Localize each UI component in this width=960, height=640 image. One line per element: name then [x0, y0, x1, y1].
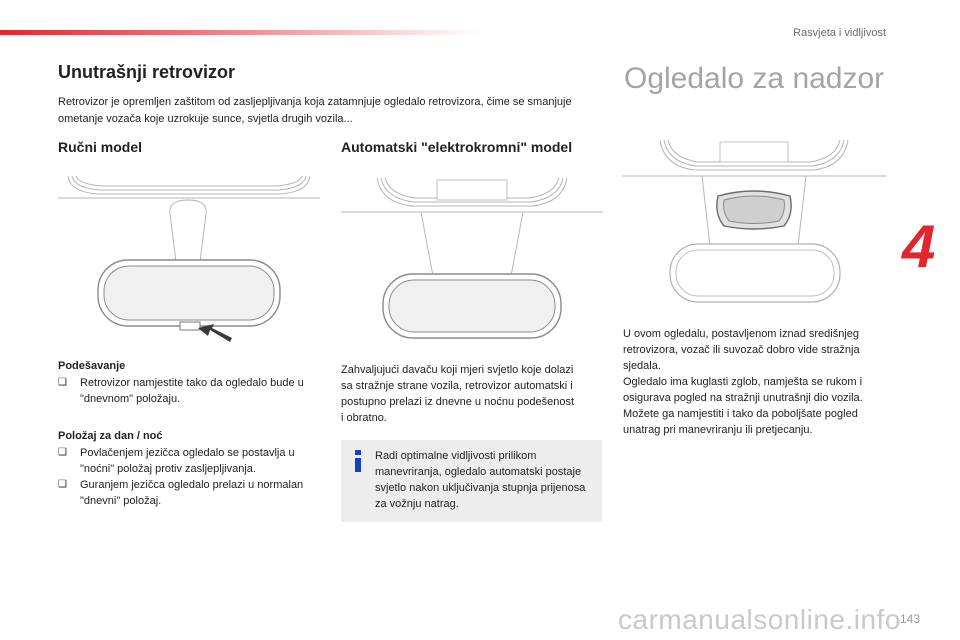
- bullet-marker: ❑: [58, 447, 67, 458]
- info-text: Radi optimalne vidljivosti prilikom manevriranja, ogledalo automatski postaje svjetlo nakon uključivanja stupnja prijenosa za vožnju natrag.: [375, 450, 586, 510]
- chapter-title: Rasvjeta i vidljivost: [793, 27, 886, 39]
- info-icon: [353, 450, 363, 472]
- header-accent-bar: [0, 30, 480, 35]
- auto-mirror-illustration: [341, 172, 603, 344]
- page-number: 143: [899, 612, 920, 626]
- section-title-interior-mirror: Unutrašnji retrovizor: [58, 62, 236, 82]
- watermark: carmanualsonline.info: [618, 604, 901, 635]
- bullet-marker: ❑: [58, 377, 67, 388]
- monitor-mirror-illustration: [622, 136, 886, 306]
- list-item: ❑ Guranjem jezičca ogledalo prelazi u normalan "dnevni" položaj.: [58, 479, 304, 507]
- adjust-list: [58, 375, 318, 407]
- manual-mirror-illustration: [58, 170, 320, 345]
- day-night-heading: Položaj za dan / noć: [58, 430, 163, 442]
- chapter-number: 4: [902, 213, 936, 280]
- info-box: [341, 440, 602, 522]
- list-item: ❑ Retrovizor namjestite tako da ogledalo bude u "dnevnom" položaju.: [58, 377, 304, 405]
- bullet-marker: ❑: [58, 479, 67, 490]
- day-night-list: [58, 445, 318, 509]
- monitor-text-line: U ovom ogledalu, postavljenom iznad središnjeg retrovizora, vozač ili suvozač dobro vide stražnja sjedala.: [623, 328, 860, 372]
- monitor-mirror-title: Ogledalo za nadzor: [624, 62, 885, 95]
- list-item: ❑ Povlačenjem jezičca ogledalo se postavlja u "noćni" položaj protiv zasljepljivanja.: [58, 447, 295, 475]
- monitor-description: [623, 326, 883, 438]
- auto-model-heading: Automatski "elektrokromni" model: [341, 139, 573, 155]
- manual-model-heading: Ručni model: [58, 139, 143, 155]
- monitor-text-line: Ogledalo ima kuglasti zglob, namješta se rukom i osigurava pogled na stražnji unutrašnji dio vozila.: [623, 376, 863, 404]
- intro-paragraph: Retrovizor je opremljen zaštitom od zasljepljivanja koja zatamnjuje ogledalo retrovizora, čime se smanjuje ometanje vozača koje uzrokuje sunce, svjetla drugih vozila...: [58, 96, 572, 125]
- monitor-text-line: Možete ga namjestiti i tako da poboljšate pogled unatrag pri manevriranju ili pretjecanju.: [623, 408, 858, 436]
- adjust-heading: Podešavanje: [58, 360, 126, 372]
- auto-description: Zahvaljujući davaču koji mjeri svjetlo koje dolazi sa stražnje strane vozila, retrovizor automatski i postupno prelazi iz dnevne u noćnu podešenost i obratno.: [341, 364, 575, 424]
